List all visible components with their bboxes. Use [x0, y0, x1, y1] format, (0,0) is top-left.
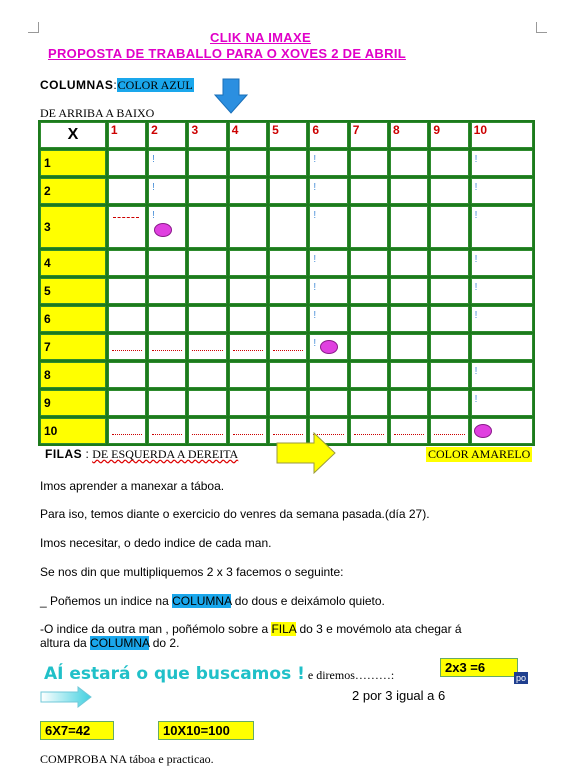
column-header: 7	[350, 122, 388, 148]
paragraph-7-b: do 2.	[149, 636, 180, 650]
dotted-guide-line	[192, 434, 222, 435]
cell-marker: !	[474, 394, 478, 405]
table-cell	[430, 206, 468, 248]
table-cell	[269, 334, 307, 360]
cell-marker: !	[474, 310, 478, 321]
table-cell	[108, 306, 146, 332]
column-header: 1	[108, 122, 146, 148]
table-cell	[108, 278, 146, 304]
table-cell	[309, 334, 347, 360]
table-cell	[148, 418, 186, 444]
table-cell	[309, 362, 347, 388]
cell-marker: !	[474, 254, 478, 265]
table-cell	[390, 206, 428, 248]
row-header: 5	[40, 278, 106, 304]
row-header: 1	[40, 150, 106, 176]
table-row	[40, 150, 533, 176]
paragraph-5-a: _ Poñemos un indice na	[40, 594, 173, 608]
column-header: 4	[229, 122, 267, 148]
table-cell	[350, 418, 388, 444]
table-cell	[390, 278, 428, 304]
result-big-text: AÍ estará o que buscamos !	[44, 664, 305, 684]
table-row	[40, 334, 533, 360]
intersection-dot	[154, 223, 172, 237]
dotted-guide-line	[354, 434, 384, 435]
table-cell	[350, 306, 388, 332]
table-cell	[430, 178, 468, 204]
paragraph-7-a: altura da	[40, 636, 91, 650]
table-cell	[390, 362, 428, 388]
table-cell	[390, 306, 428, 332]
multiplication-table	[38, 120, 535, 446]
column-header: 5	[269, 122, 307, 148]
small-blue-box: po	[516, 673, 527, 683]
row-header: 2	[40, 178, 106, 204]
row-header: 10	[40, 418, 106, 444]
table-cell	[229, 206, 267, 248]
table-cell	[430, 278, 468, 304]
table-cell	[430, 362, 468, 388]
table-cell	[108, 418, 146, 444]
cell-marker: !	[152, 182, 155, 193]
table-cell	[229, 278, 267, 304]
table-cell	[390, 178, 428, 204]
dotted-guide-line	[233, 434, 263, 435]
table-cell	[309, 206, 347, 248]
table-cell	[188, 390, 226, 416]
table-row	[40, 206, 533, 248]
table-cell	[229, 178, 267, 204]
rows-direction: DE ESQUERDA A DEREITA	[92, 447, 239, 461]
table-row	[40, 362, 533, 388]
paragraph-5-highlight: COLUMNA	[172, 594, 232, 608]
paragraph-3: Imos necesitar, o dedo indice de cada man.	[40, 536, 272, 550]
table-cell	[188, 150, 226, 176]
column-header: 6	[309, 122, 347, 148]
cell-marker: !	[474, 210, 478, 221]
table-cell	[188, 206, 226, 248]
cell-marker: !	[152, 210, 155, 221]
table-cell	[430, 250, 468, 276]
paragraph-6	[40, 622, 462, 636]
column-header: 9	[430, 122, 468, 148]
paragraph-7-highlight: COLUMNA	[90, 636, 150, 650]
paragraph-7	[40, 636, 179, 650]
table-cell	[269, 150, 307, 176]
table-cell	[471, 278, 533, 304]
table-cell	[229, 334, 267, 360]
paragraph-6-a: -O indice da outra man , poñémolo sobre a	[40, 622, 272, 636]
table-row	[40, 390, 533, 416]
row-header: 8	[40, 362, 106, 388]
table-cell	[471, 178, 533, 204]
table-cell	[471, 390, 533, 416]
cell-marker: !	[474, 282, 478, 293]
table-cell	[188, 278, 226, 304]
page-subtitle: PROPOSTA DE TRABALLO PARA O XOVES 2 DE ABRIL	[48, 46, 406, 61]
table-cell	[188, 250, 226, 276]
table-cell	[188, 362, 226, 388]
table-cell	[108, 334, 146, 360]
column-header: 3	[188, 122, 226, 148]
table-cell	[148, 250, 186, 276]
column-header: 2	[148, 122, 186, 148]
table-cell	[309, 390, 347, 416]
table-cell	[229, 306, 267, 332]
paragraph-5-b: do dous e deixámolo quieto.	[231, 594, 385, 608]
row-header: 6	[40, 306, 106, 332]
page-title: CLIK NA IMAXE	[210, 30, 311, 45]
table-cell	[430, 306, 468, 332]
dotted-guide-line	[152, 434, 182, 435]
row-header: 3	[40, 206, 106, 248]
table-cell	[471, 334, 533, 360]
table-cell	[430, 390, 468, 416]
table-cell	[108, 390, 146, 416]
cell-marker: !	[313, 182, 317, 193]
cell-marker: !	[313, 282, 317, 293]
table-row	[40, 278, 533, 304]
paragraph-6-highlight: FILA	[271, 622, 297, 636]
table-cell	[350, 390, 388, 416]
dotted-guide-line	[273, 350, 303, 351]
table-cell	[350, 150, 388, 176]
table-cell	[188, 334, 226, 360]
cell-marker: !	[313, 154, 317, 165]
table-cell	[350, 278, 388, 304]
footer-text: COMPROBA NA táboa e practicao.	[40, 752, 214, 766]
table-row	[40, 250, 533, 276]
crop-mark-top-right	[536, 22, 547, 33]
intersection-dot	[320, 340, 338, 354]
table-cell	[471, 206, 533, 248]
table-row	[40, 306, 533, 332]
table-cell	[350, 362, 388, 388]
table-cell	[148, 306, 186, 332]
table-cell	[269, 390, 307, 416]
rows-colon: :	[82, 447, 93, 461]
column-header: 10	[471, 122, 533, 148]
dotted-guide-line	[233, 350, 263, 351]
table-cell	[390, 390, 428, 416]
table-cell	[309, 150, 347, 176]
result-line	[44, 664, 394, 684]
row-header: 4	[40, 250, 106, 276]
table-cell	[148, 150, 186, 176]
table-cell	[108, 178, 146, 204]
table-cell	[108, 150, 146, 176]
columns-colon: :	[113, 78, 117, 92]
table-cell	[390, 334, 428, 360]
formula-box: 2x3 =6	[440, 658, 518, 677]
cell-marker: !	[474, 154, 478, 165]
table-cell	[108, 250, 146, 276]
columns-label-line	[40, 78, 194, 93]
table-cell	[269, 306, 307, 332]
result-after-text: e diremos………:	[304, 668, 395, 682]
table-cell	[350, 206, 388, 248]
table-header-row	[40, 122, 533, 148]
table-cell	[390, 250, 428, 276]
table-cell	[309, 250, 347, 276]
table-cell	[148, 278, 186, 304]
right-arrow-icon	[276, 432, 336, 474]
table-cell	[229, 390, 267, 416]
rows-label: FILAS	[45, 447, 83, 461]
down-arrow-icon	[214, 78, 248, 114]
paragraph-5	[40, 594, 385, 608]
table-cell	[188, 178, 226, 204]
table-cell	[269, 250, 307, 276]
table-cell	[430, 418, 468, 444]
table-cell	[471, 362, 533, 388]
paragraph-6-b: do 3 e movémolo ata chegar á	[296, 622, 462, 636]
crop-mark-top-left	[28, 22, 39, 33]
table-cell	[229, 250, 267, 276]
table-cell	[350, 334, 388, 360]
table-cell	[390, 150, 428, 176]
dotted-guide-line	[112, 434, 142, 435]
table-cell	[471, 306, 533, 332]
table-cell	[269, 178, 307, 204]
table-cell	[471, 418, 533, 444]
table-cell	[471, 250, 533, 276]
cell-marker: !	[313, 210, 317, 221]
dotted-guide-line	[434, 434, 464, 435]
table-cell	[108, 362, 146, 388]
columns-color-text: COLOR AZUL	[117, 78, 193, 92]
table-cell	[148, 362, 186, 388]
column-header: 8	[390, 122, 428, 148]
table-row	[40, 178, 533, 204]
table-cell	[430, 150, 468, 176]
dotted-guide-line	[192, 350, 222, 351]
table-cell	[430, 334, 468, 360]
table-cell	[229, 418, 267, 444]
table-cell	[148, 334, 186, 360]
dashed-guide-line	[113, 217, 139, 218]
table-cell	[309, 278, 347, 304]
cell-marker: !	[474, 366, 478, 377]
spoken-result: 2 por 3 igual a 6	[352, 688, 446, 703]
table-cell	[229, 362, 267, 388]
dotted-guide-line	[152, 350, 182, 351]
paragraph-4: Se nos din que multipliquemos 2 x 3 facemos o seguinte:	[40, 565, 344, 579]
example-box-1: 6X7=42	[40, 721, 114, 740]
table-cell	[148, 390, 186, 416]
table-cell	[229, 150, 267, 176]
row-header: 9	[40, 390, 106, 416]
table-cell	[350, 178, 388, 204]
table-cell	[309, 306, 347, 332]
cyan-right-arrow-icon	[40, 686, 92, 708]
example-box-2: 10X10=100	[158, 721, 254, 740]
table-cell	[269, 362, 307, 388]
paragraph-1: Imos aprender a manexar a táboa.	[40, 479, 225, 493]
table-cell	[350, 250, 388, 276]
columns-label: COLUMNAS	[40, 78, 114, 92]
rows-label-line	[45, 447, 238, 462]
table-cell	[148, 206, 186, 248]
cell-marker: !	[313, 310, 317, 321]
cell-marker: !	[313, 338, 317, 349]
table-corner: X	[40, 122, 106, 148]
table-cell	[148, 178, 186, 204]
row-header: 7	[40, 334, 106, 360]
dotted-guide-line	[112, 350, 142, 351]
table-cell	[309, 178, 347, 204]
table-cell	[108, 206, 146, 248]
table-cell	[390, 418, 428, 444]
columns-direction: DE ARRIBA A BAIXO	[40, 106, 155, 120]
cell-marker: !	[474, 182, 478, 193]
table-cell	[188, 418, 226, 444]
dotted-guide-line	[394, 434, 424, 435]
rows-color-text: COLOR AMARELO	[428, 447, 531, 461]
cell-marker: !	[313, 254, 317, 265]
cell-marker: !	[152, 154, 155, 165]
intersection-dot	[474, 424, 492, 438]
table-cell	[188, 306, 226, 332]
table-cell	[269, 278, 307, 304]
paragraph-2: Para iso, temos diante o exercicio do venres da semana pasada.(día 27).	[40, 507, 430, 521]
table-cell	[269, 206, 307, 248]
table-cell	[471, 150, 533, 176]
